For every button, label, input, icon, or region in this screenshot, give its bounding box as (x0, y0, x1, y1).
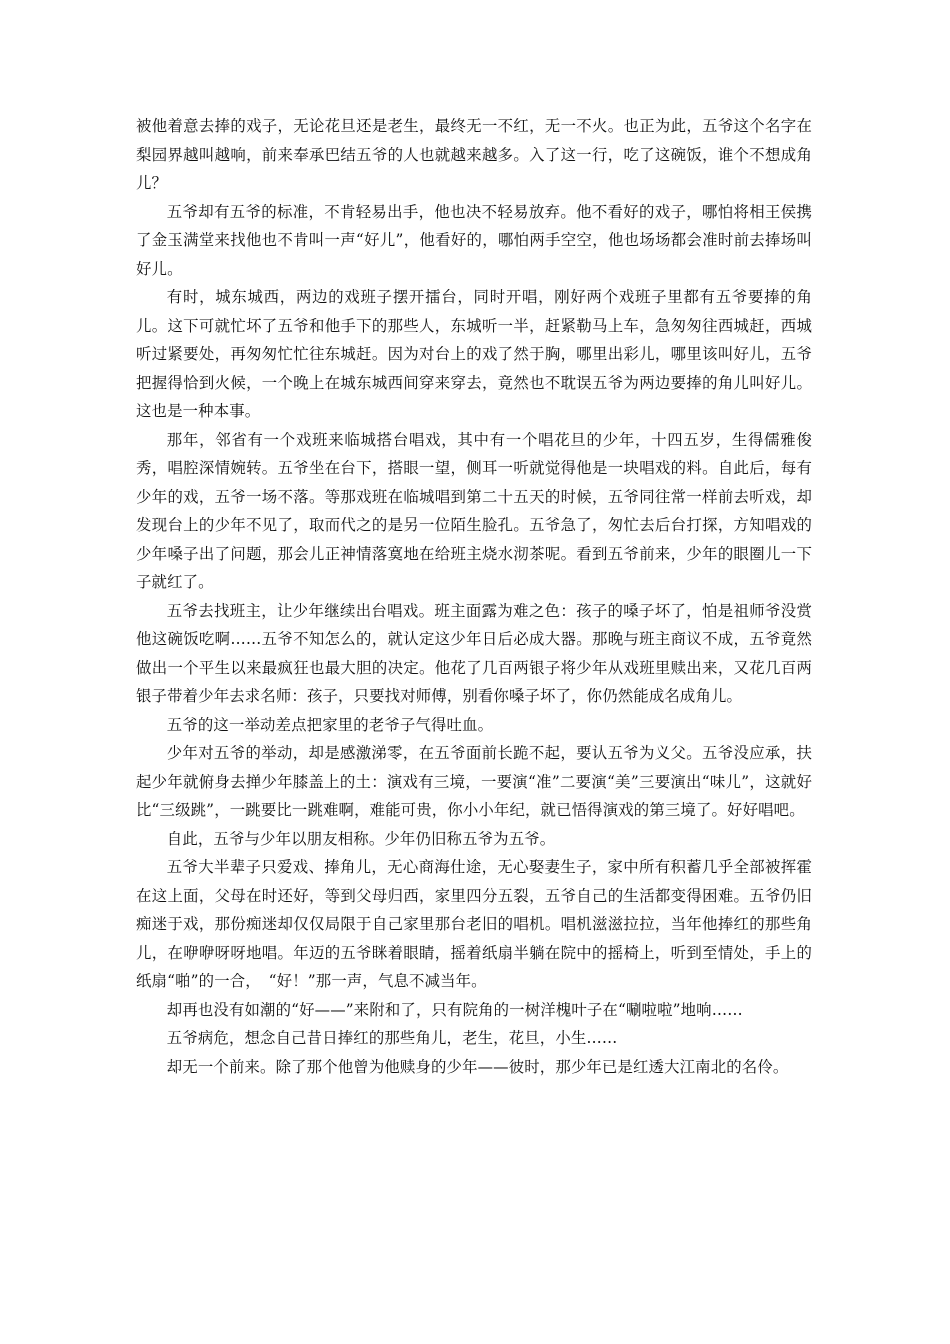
paragraph-2: 五爷却有五爷的标准，不肯轻易出手，他也决不轻易放弃。他不看好的戏子，哪怕将相王侯携了金玉满堂来找他也不肯叫一声“好儿”，他看好的，哪怕两手空空，他也场场都会准时前去捧场叫好儿。 (136, 202, 812, 278)
paragraph-5: 五爷去找班主，让少年继续出台唱戏。班主面露为难之色：孩子的嗓子坏了，怕是祖师爷没赏他这碗饭吃啊……五爷不知怎么的，就认定这少年日后必成大器。那晚与班主商议不成，五爷竟然做出一个平生以来最疯狂也最大胆的决定。他花了几百两银子将少年从戏班里赎出来，又花几百两银子带着少年去求名师：孩子，只要找对师傅，别看你嗓子坏了，你仍然能成名成角儿。 (136, 601, 812, 705)
paragraph-4: 那年，邻省有一个戏班来临城搭台唱戏，其中有一个唱花旦的少年，十四五岁，生得儒雅俊秀，唱腔深情婉转。五爷坐在台下，搭眼一望，侧耳一听就觉得他是一块唱戏的料。自此后，每有少年的戏，五爷一场不落。等那戏班在临城唱到第二十五天的时候，五爷同往常一样前去听戏，却发现台上的少年不见了，取而代之的是另一位陌生脸孔。五爷急了，匆忙去后台打探，方知唱戏的少年嗓子出了问题，那会儿正神情落寞地在给班主烧水沏茶呢。看到五爷前来，少年的眼圈儿一下子就红了。 (136, 430, 812, 591)
document-page (136, 112, 812, 1081)
paragraph-7: 少年对五爷的举动，却是感激涕零，在五爷面前长跪不起，要认五爷为义父。五爷没应承，扶起少年就俯身去掸少年膝盖上的土：演戏有三境，一要演“准”二要演“美”三要演出“味儿”，这就好比“三级跳”，一跳要比一跳难啊，难能可贵，你小小年纪，就已悟得演戏的第三境了。好好唱吧。 (136, 744, 812, 819)
paragraph-9: 五爷大半辈子只爱戏、捧角儿，无心商海仕途，无心娶妻生子，家中所有积蓄几乎全部被挥霍在这上面，父母在时还好，等到父母归西，家里四分五裂，五爷自己的生活都变得困难。五爷仍旧痴迷于戏，那份痴迷却仅仅局限于自己家里那台老旧的唱机。唱机滋滋拉拉，当年他捧红的那些角儿，在咿咿呀呀地唱。年迈的五爷眯着眼睛，摇着纸扇半躺在院中的摇椅上，听到至情处，手上的纸扇“啪”的一合， “好！”那一声，气息不减当年。 (136, 858, 812, 990)
paragraph-12: 却无一个前来。除了那个他曾为他赎身的少年——彼时，那少年已是红透大江南北的名伶。 (166, 1057, 789, 1076)
paragraph-11: 五爷病危，想念自己昔日捧红的那些角儿，老生，花旦，小生…… (166, 1029, 618, 1047)
paragraph-3: 有时，城东城西，两边的戏班子摆开擂台，同时开唱，刚好两个戏班子里都有五爷要捧的角儿。这下可就忙坏了五爷和他手下的那些人，东城听一半，赶紧勒马上车，急匆匆往西城赶，西城听过紧要处，再匆匆忙忙往东城赶。因为对台上的戏了然于胸，哪里出彩儿，哪里该叫好儿，五爷把握得恰到火候，一个晚上在城东城西间穿来穿去，竟然也不耽误五爷为两边要捧的角儿叫好儿。这也是一种本事。 (136, 288, 812, 420)
paragraph-10: 却再也没有如潮的“好——”来附和了，只有院角的一树洋槐叶子在“唰啦啦”地响…… (166, 1000, 743, 1019)
paragraph-1: 被他着意去捧的戏子，无论花旦还是老生，最终无一不红，无一不火。也正为此，五爷这个名字在梨园界越叫越响，前来奉承巴结五爷的人也就越来越多。入了这一行，吃了这碗饭，谁个不想成角儿？ (136, 117, 812, 192)
paragraph-6: 五爷的这一举动差点把家里的老爷子气得吐血。 (166, 715, 494, 734)
paragraph-8: 自此，五爷与少年以朋友相称。少年仍旧称五爷为五爷。 (166, 829, 556, 848)
